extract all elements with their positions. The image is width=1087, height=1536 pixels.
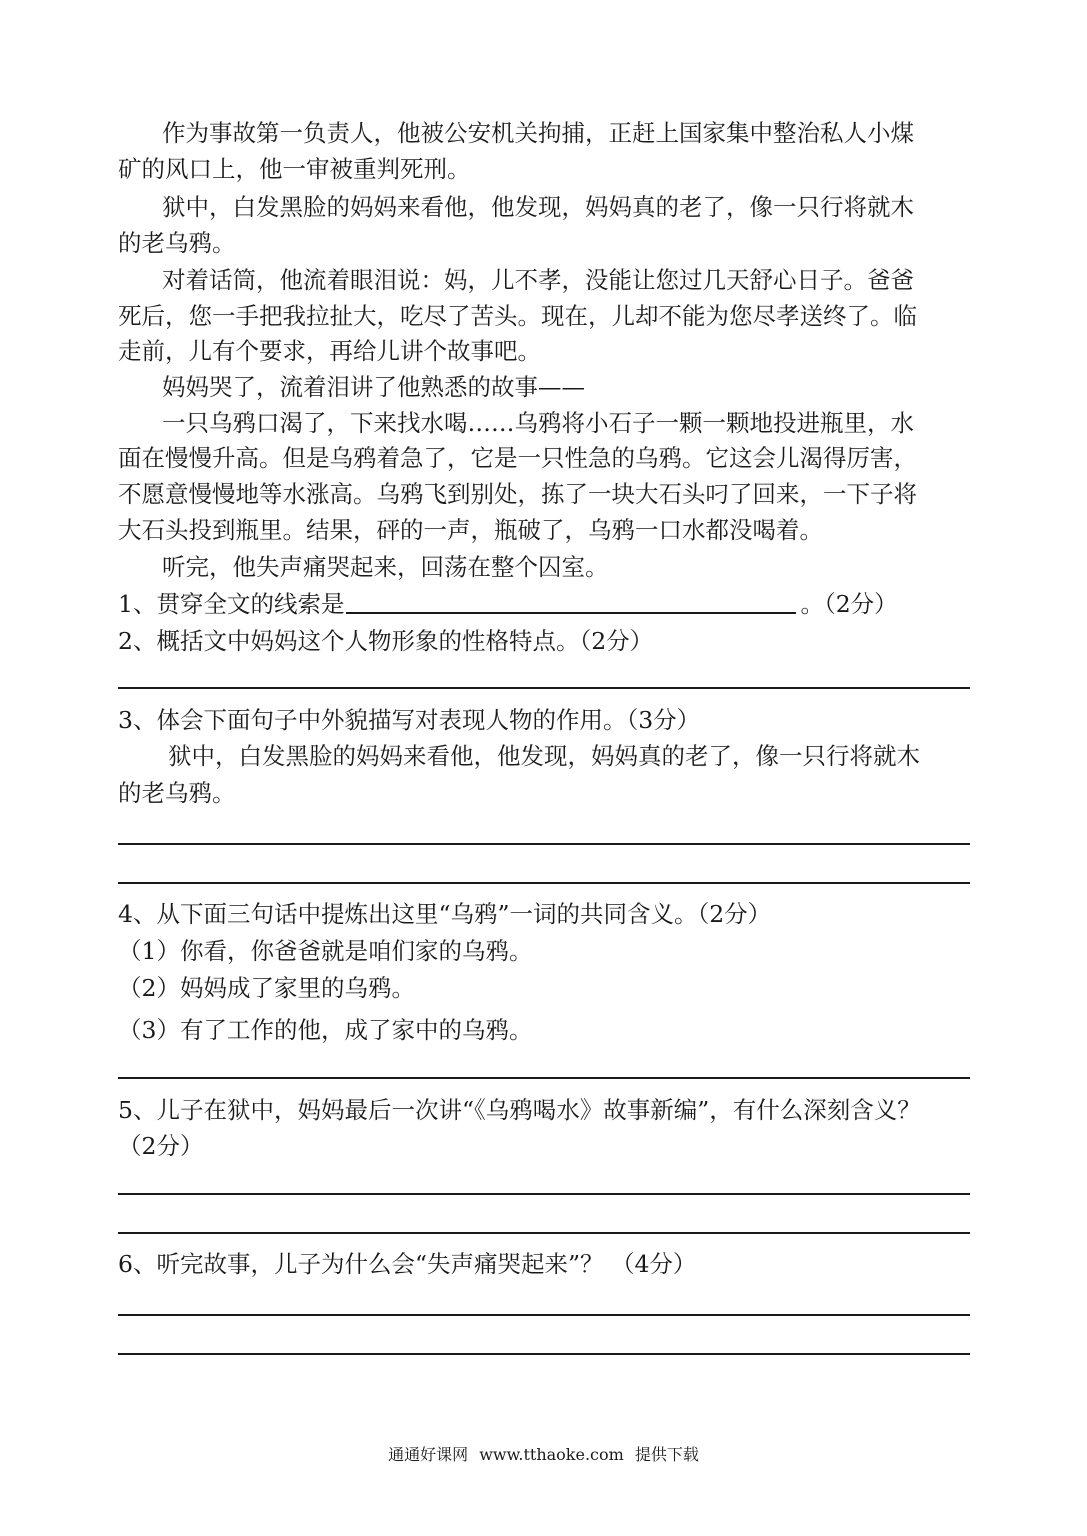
passage-p5-line3: 不愿意慢慢地等水涨高。乌鸦飞到别处，拣了一块大石头叼了回来，一下子将 xyxy=(118,480,917,508)
question-6: 6、听完故事，儿子为什么会“失声痛哭起来”？ （4分） xyxy=(118,1250,697,1278)
question-6-answer-line-2[interactable] xyxy=(118,1353,970,1355)
passage-p5-line2: 面在慢慢升高。但是乌鸦着急了，它是一只性急的乌鸦。它这会儿渴得厉害， xyxy=(118,444,917,472)
question-4-sentence-3: （3）有了工作的他，成了家中的乌鸦。 xyxy=(118,1016,533,1044)
question-3: 3、体会下面句子中外貌描写对表现人物的作用。（3分） xyxy=(118,706,701,734)
question-4: 4、从下面三句话中提炼出这里“乌鸦”一词的共同含义。（2分） xyxy=(118,900,772,928)
passage-p1-line2: 矿的风口上，他一审被重判死刑。 xyxy=(118,155,471,183)
passage-p6-line1: 听完，他失声痛哭起来，回荡在整个囚室。 xyxy=(162,553,609,581)
question-1-prompt: 1、贯穿全文的线索是 xyxy=(118,590,345,618)
question-3-answer-line-1[interactable] xyxy=(118,843,970,845)
question-1-score: 。（2分） xyxy=(800,590,898,618)
passage-p2-line1: 狱中，白发黑脸的妈妈来看他，他发现，妈妈真的老了，像一只行将就木 xyxy=(162,193,914,221)
question-5-answer-line-1[interactable] xyxy=(118,1193,970,1195)
footer-note: 提供下载 xyxy=(634,1445,699,1464)
question-4-sentence-1: （1）你看，你爸爸就是咱们家的乌鸦。 xyxy=(118,937,533,965)
footer-site-name: 通通好课网 xyxy=(388,1445,469,1464)
question-3-quote-line1: 狱中，白发黑脸的妈妈来看他，他发现，妈妈真的老了，像一只行将就木 xyxy=(168,742,920,770)
question-1-answer-blank[interactable] xyxy=(346,586,796,614)
question-3-answer-line-2[interactable] xyxy=(118,882,970,884)
passage-p4-line1: 妈妈哭了，流着泪讲了他熟悉的故事—— xyxy=(162,373,585,401)
passage-p1-line1: 作为事故第一负责人，他被公安机关拘捕，正赶上国家集中整治私人小煤 xyxy=(162,119,914,147)
passage-p5-line1: 一只乌鸦口渴了，下来找水喝……乌鸦将小石子一颗一颗地投进瓶里，水 xyxy=(162,409,914,437)
passage-p5-line4: 大石头投到瓶里。结果，砰的一声，瓶破了，乌鸦一口水都没喝着。 xyxy=(118,516,823,544)
question-6-answer-line-1[interactable] xyxy=(118,1314,970,1316)
question-5-line2: （2分） xyxy=(118,1132,204,1160)
question-5-answer-line-2[interactable] xyxy=(118,1232,970,1234)
question-5-line1: 5、儿子在狱中，妈妈最后一次讲“《乌鸦喝水》故事新编”，有什么深刻含义？ xyxy=(118,1096,921,1124)
passage-p3-line1: 对着话筒，他流着眼泪说：妈，儿不孝，没能让您过几天舒心日子。爸爸 xyxy=(162,266,914,294)
question-4-answer-line[interactable] xyxy=(118,1077,970,1079)
passage-p2-line2: 的老乌鸦。 xyxy=(118,229,236,257)
question-1 xyxy=(118,586,970,622)
footer-url-link[interactable]: www.tthaoke.com xyxy=(479,1445,624,1464)
page-footer xyxy=(0,1443,1087,1467)
passage-p3-line3: 走前，儿有个要求，再给儿讲个故事吧。 xyxy=(118,337,541,365)
passage-p3-line2: 死后，您一手把我拉扯大，吃尽了苦头。现在，儿却不能为您尽孝送终了。临 xyxy=(118,302,917,330)
question-2: 2、概括文中妈妈这个人物形象的性格特点。（2分） xyxy=(118,627,654,655)
question-3-quote-line2: 的老乌鸦。 xyxy=(118,779,236,807)
question-4-sentence-2: （2）妈妈成了家里的乌鸦。 xyxy=(118,974,415,1002)
question-2-answer-line[interactable] xyxy=(118,687,970,689)
